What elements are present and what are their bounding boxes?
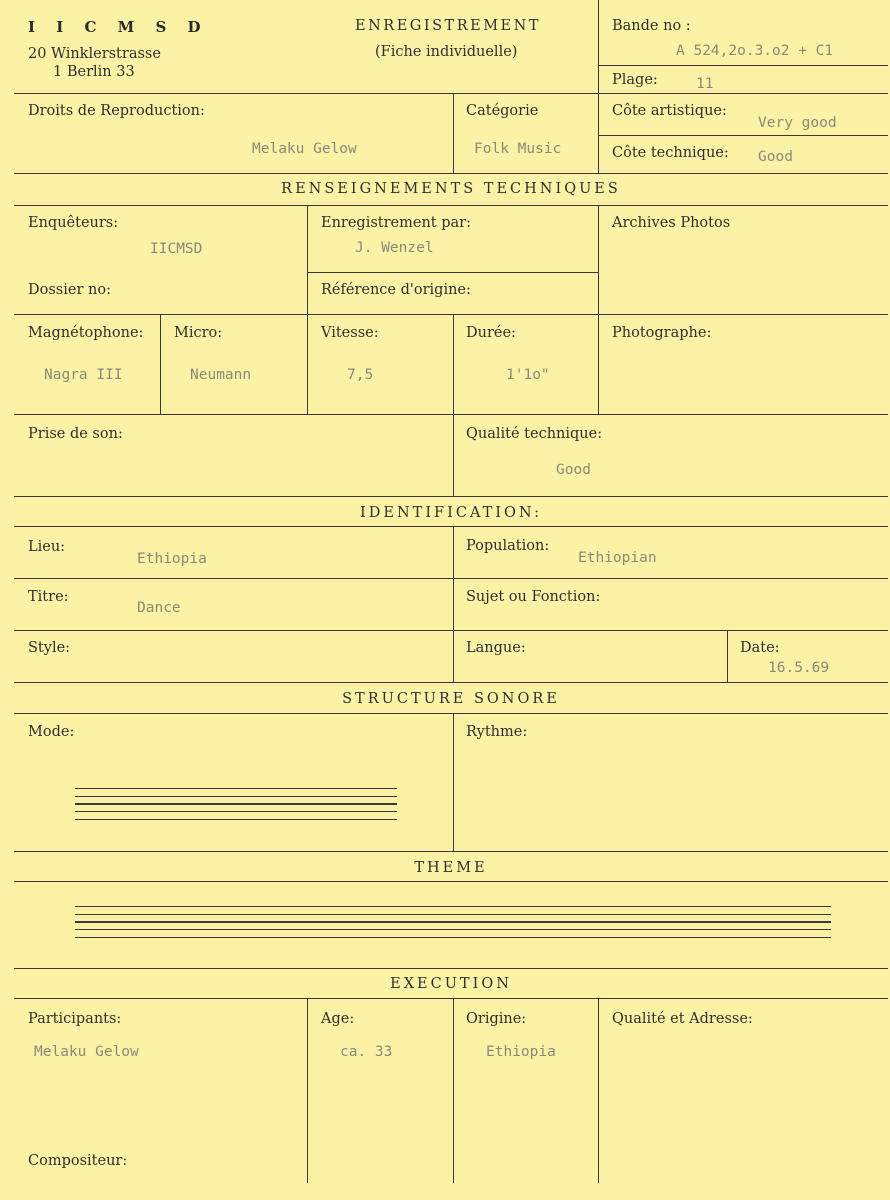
sujet-label: Sujet ou Fonction: [466,589,601,605]
rule [307,205,308,415]
population-value[interactable]: Ethiopian [578,550,657,566]
origine-value[interactable]: Ethiopia [486,1044,556,1060]
rule [598,65,888,66]
section-execution: EXECUTION [390,976,512,992]
droits-value[interactable]: Melaku Gelow [252,141,357,157]
rule [160,314,161,415]
enqueteurs-value[interactable]: IICMSD [150,241,203,257]
rule [307,998,308,1183]
cote-artistique-value[interactable]: Very good [758,115,837,131]
date-label: Date: [740,640,780,656]
qualite-technique-label: Qualité technique: [466,426,603,442]
vitesse-value[interactable]: 7,5 [347,367,374,383]
rule [14,998,888,999]
magnetophone-value[interactable]: Nagra III [44,367,123,383]
rule [14,93,888,94]
titre-value[interactable]: Dance [137,600,181,616]
form-subtitle: (Fiche individuelle) [375,44,518,60]
bande-label: Bande no : [612,18,691,34]
vitesse-label: Vitesse: [321,325,379,341]
rule [453,314,454,415]
rule [14,851,888,852]
micro-value[interactable]: Neumann [190,367,252,383]
qualite-technique-value[interactable]: Good [556,462,591,478]
duree-label: Durée: [466,325,516,341]
enqueteurs-label: Enquêteurs: [28,215,119,231]
mode-staff [75,788,397,826]
rule [453,998,454,1183]
rule [453,414,454,496]
rule [14,314,888,315]
theme-staff [75,906,831,944]
rule [598,93,599,173]
population-label: Population: [466,538,550,554]
rule [727,630,728,682]
droits-label: Droits de Reproduction: [28,103,205,119]
section-theme: THEME [414,860,488,876]
cote-artistique-label: Côte artistique: [612,103,727,119]
form-title: ENREGISTREMENT [355,18,541,34]
rule [14,968,888,969]
archives-photos-label: Archives Photos [612,215,731,231]
duree-value[interactable]: 1'1o" [506,367,550,383]
qualite-adresse-label: Qualité et Adresse: [612,1011,753,1027]
plage-value[interactable]: 11 [696,76,714,92]
date-value[interactable]: 16.5.69 [768,660,830,676]
lieu-value[interactable]: Ethiopia [137,551,207,567]
rule [14,881,888,882]
bande-value[interactable]: A 524,2o.3.o2 + C1 [676,43,834,59]
mode-label: Mode: [28,724,75,740]
style-label: Style: [28,640,71,656]
categorie-value[interactable]: Folk Music [474,141,562,157]
rule [14,205,888,206]
rule [453,526,454,682]
plage-label: Plage: [612,72,658,88]
section-renseignements-techniques: RENSEIGNEMENTS TECHNIQUES [281,181,621,197]
dossier-label: Dossier no: [28,282,111,298]
address-line-1: 20 Winklerstrasse [28,46,161,62]
rule [14,496,888,497]
section-identification: IDENTIFICATION: [360,505,542,521]
rule [14,173,888,174]
enregistrement-par-label: Enregistrement par: [321,215,471,231]
magnetophone-label: Magnétophone: [28,325,144,341]
photographe-label: Photographe: [612,325,712,341]
rule [307,272,598,273]
langue-label: Langue: [466,640,526,656]
age-value[interactable]: ca. 33 [340,1044,393,1060]
rythme-label: Rythme: [466,724,528,740]
rule [14,578,888,579]
section-structure-sonore: STRUCTURE SONORE [342,691,560,707]
participants-value[interactable]: Melaku Gelow [34,1044,139,1060]
rule [598,998,599,1183]
enregistrement-par-value[interactable]: J. Wenzel [355,240,434,256]
rule [14,526,888,527]
compositeur-label: Compositeur: [28,1153,128,1169]
rule [14,682,888,683]
titre-label: Titre: [28,589,69,605]
cote-technique-label: Côte technique: [612,145,729,161]
rule [453,93,454,173]
rule [598,0,599,93]
rule [598,205,599,415]
prise-de-son-label: Prise de son: [28,426,123,442]
cote-technique-value[interactable]: Good [758,149,793,165]
rule [14,713,888,714]
age-label: Age: [321,1011,355,1027]
address-line-2: 1 Berlin 33 [53,64,135,80]
rule [598,135,888,136]
org-acronym: I I C M S D [28,18,209,36]
rule [14,630,888,631]
categorie-label: Catégorie [466,103,539,119]
participants-label: Participants: [28,1011,122,1027]
rule [14,414,888,415]
rule [453,713,454,851]
reference-label: Référence d'origine: [321,282,471,298]
lieu-label: Lieu: [28,539,66,555]
origine-label: Origine: [466,1011,527,1027]
micro-label: Micro: [174,325,223,341]
